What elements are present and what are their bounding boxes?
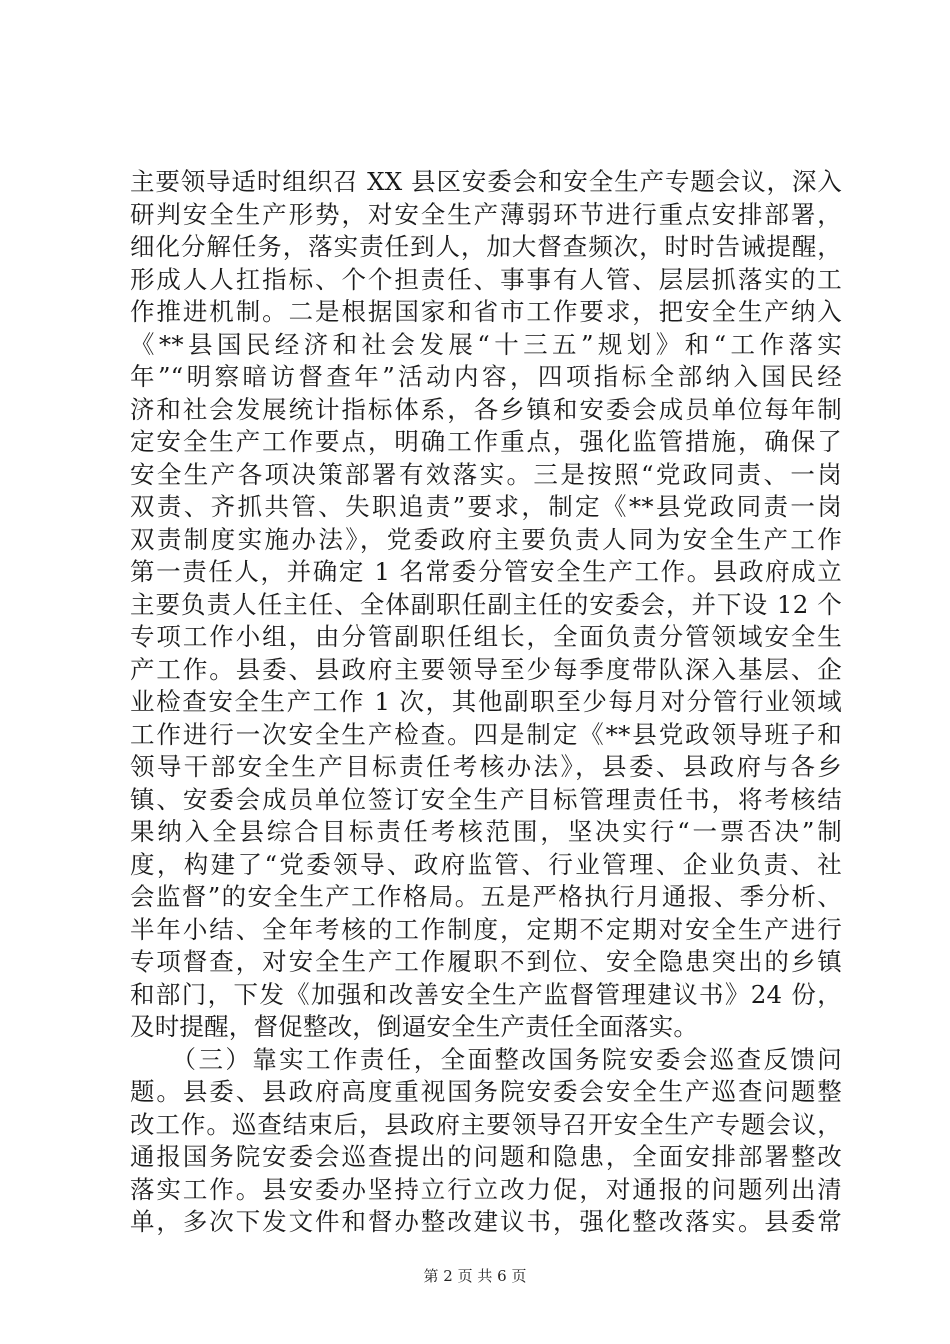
text-line: 形成人人扛指标、个个担责任、事事有人管、层层抓落实的工 <box>130 264 842 294</box>
text-line: 研判安全生产形势，对安全生产薄弱环节进行重点安排部署， <box>130 199 842 229</box>
document-body <box>130 166 842 1239</box>
text-line: 通报国务院安委会巡查提出的问题和隐患，全面安排部署整改 <box>130 1142 842 1171</box>
page-footer: 第 2 页 共 6 页 <box>423 1267 527 1285</box>
text-line: 双责制度实施办法》，党委政府主要负责人同为安全生产工作 <box>130 524 842 554</box>
text-line: 半年小结、全年考核的工作制度，定期不定期对安全生产进行 <box>130 914 842 944</box>
text-line: 业检查安全生产工作 1 次，其他副职至少每月对分管行业领域 <box>130 687 842 716</box>
text-line: 年”“明察暗访督查年”活动内容，四项指标全部纳入国民经 <box>130 362 842 391</box>
text-line: 专项工作小组，由分管副职任组长，全面负责分管领域安全生 <box>130 622 842 651</box>
text-line: 单，多次下发文件和督办整改建议书，强化整改落实。县委常 <box>130 1207 842 1236</box>
text-line: 双责、齐抓共管、失职追责”要求，制定《**县党政同责一岗 <box>130 492 842 521</box>
text-line: 工作进行一次安全生产检查。四是制定《**县党政领导班子和 <box>130 719 842 749</box>
text-line: 落实工作。县安委办坚持立行立改力促，对通报的问题列出清 <box>130 1174 842 1204</box>
text-line: 济和社会发展统计指标体系，各乡镇和安委会成员单位每年制 <box>130 394 842 424</box>
text-line: 和部门，下发《加强和改善安全生产监督管理建议书》24 份， <box>130 979 842 1009</box>
text-line: 作推进机制。二是根据国家和省市工作要求，把安全生产纳入 <box>130 297 842 326</box>
text-line: 安全生产各项决策部署有效落实。三是按照“党政同责、一岗 <box>130 459 842 489</box>
text-line: 专项督查，对安全生产工作履职不到位、安全隐患突出的乡镇 <box>130 947 842 976</box>
text-line: 主要负责人任主任、全体副职任副主任的安委会，并下设 12 个 <box>130 589 842 619</box>
text-line: 主要领导适时组织召 XX 县区安委会和安全生产专题会议，深入 <box>130 167 842 196</box>
text-line: 题。县委、县政府高度重视国务院安委会安全生产巡查问题整 <box>130 1077 842 1106</box>
text-line: 镇、安委会成员单位签订安全生产目标管理责任书，将考核结 <box>130 784 842 814</box>
text-line: 度，构建了“党委领导、政府监管、行业管理、企业负责、社 <box>130 849 842 879</box>
text-line: 领导干部安全生产目标责任考核办法》，县委、县政府与各乡 <box>130 752 842 781</box>
text-line: 产工作。县委、县政府主要领导至少每季度带队深入基层、企 <box>130 654 842 684</box>
text-line: 细化分解任务，落实责任到人，加大督查频次，时时告诫提醒， <box>130 232 842 261</box>
text-line: （三）靠实工作责任，全面整改国务院安委会巡查反馈问 <box>130 1044 842 1074</box>
text-line: 会监督”的安全生产工作格局。五是严格执行月通报、季分析、 <box>130 882 842 911</box>
text-line: 定安全生产工作要点，明确工作重点，强化监管措施，确保了 <box>130 427 842 456</box>
text-line: 改工作。巡查结束后，县政府主要领导召开安全生产专题会议， <box>130 1109 842 1139</box>
text-line: 果纳入全县综合目标责任考核范围，坚决实行“一票否决”制 <box>130 817 842 846</box>
text-line: 及时提醒，督促整改，倒逼安全生产责任全面落实。 <box>130 1012 699 1041</box>
text-line: 《**县国民经济和社会发展“十三五”规划》和“工作落实 <box>130 329 842 359</box>
text-line: 第一责任人，并确定 1 名常委分管安全生产工作。县政府成立 <box>130 557 842 586</box>
